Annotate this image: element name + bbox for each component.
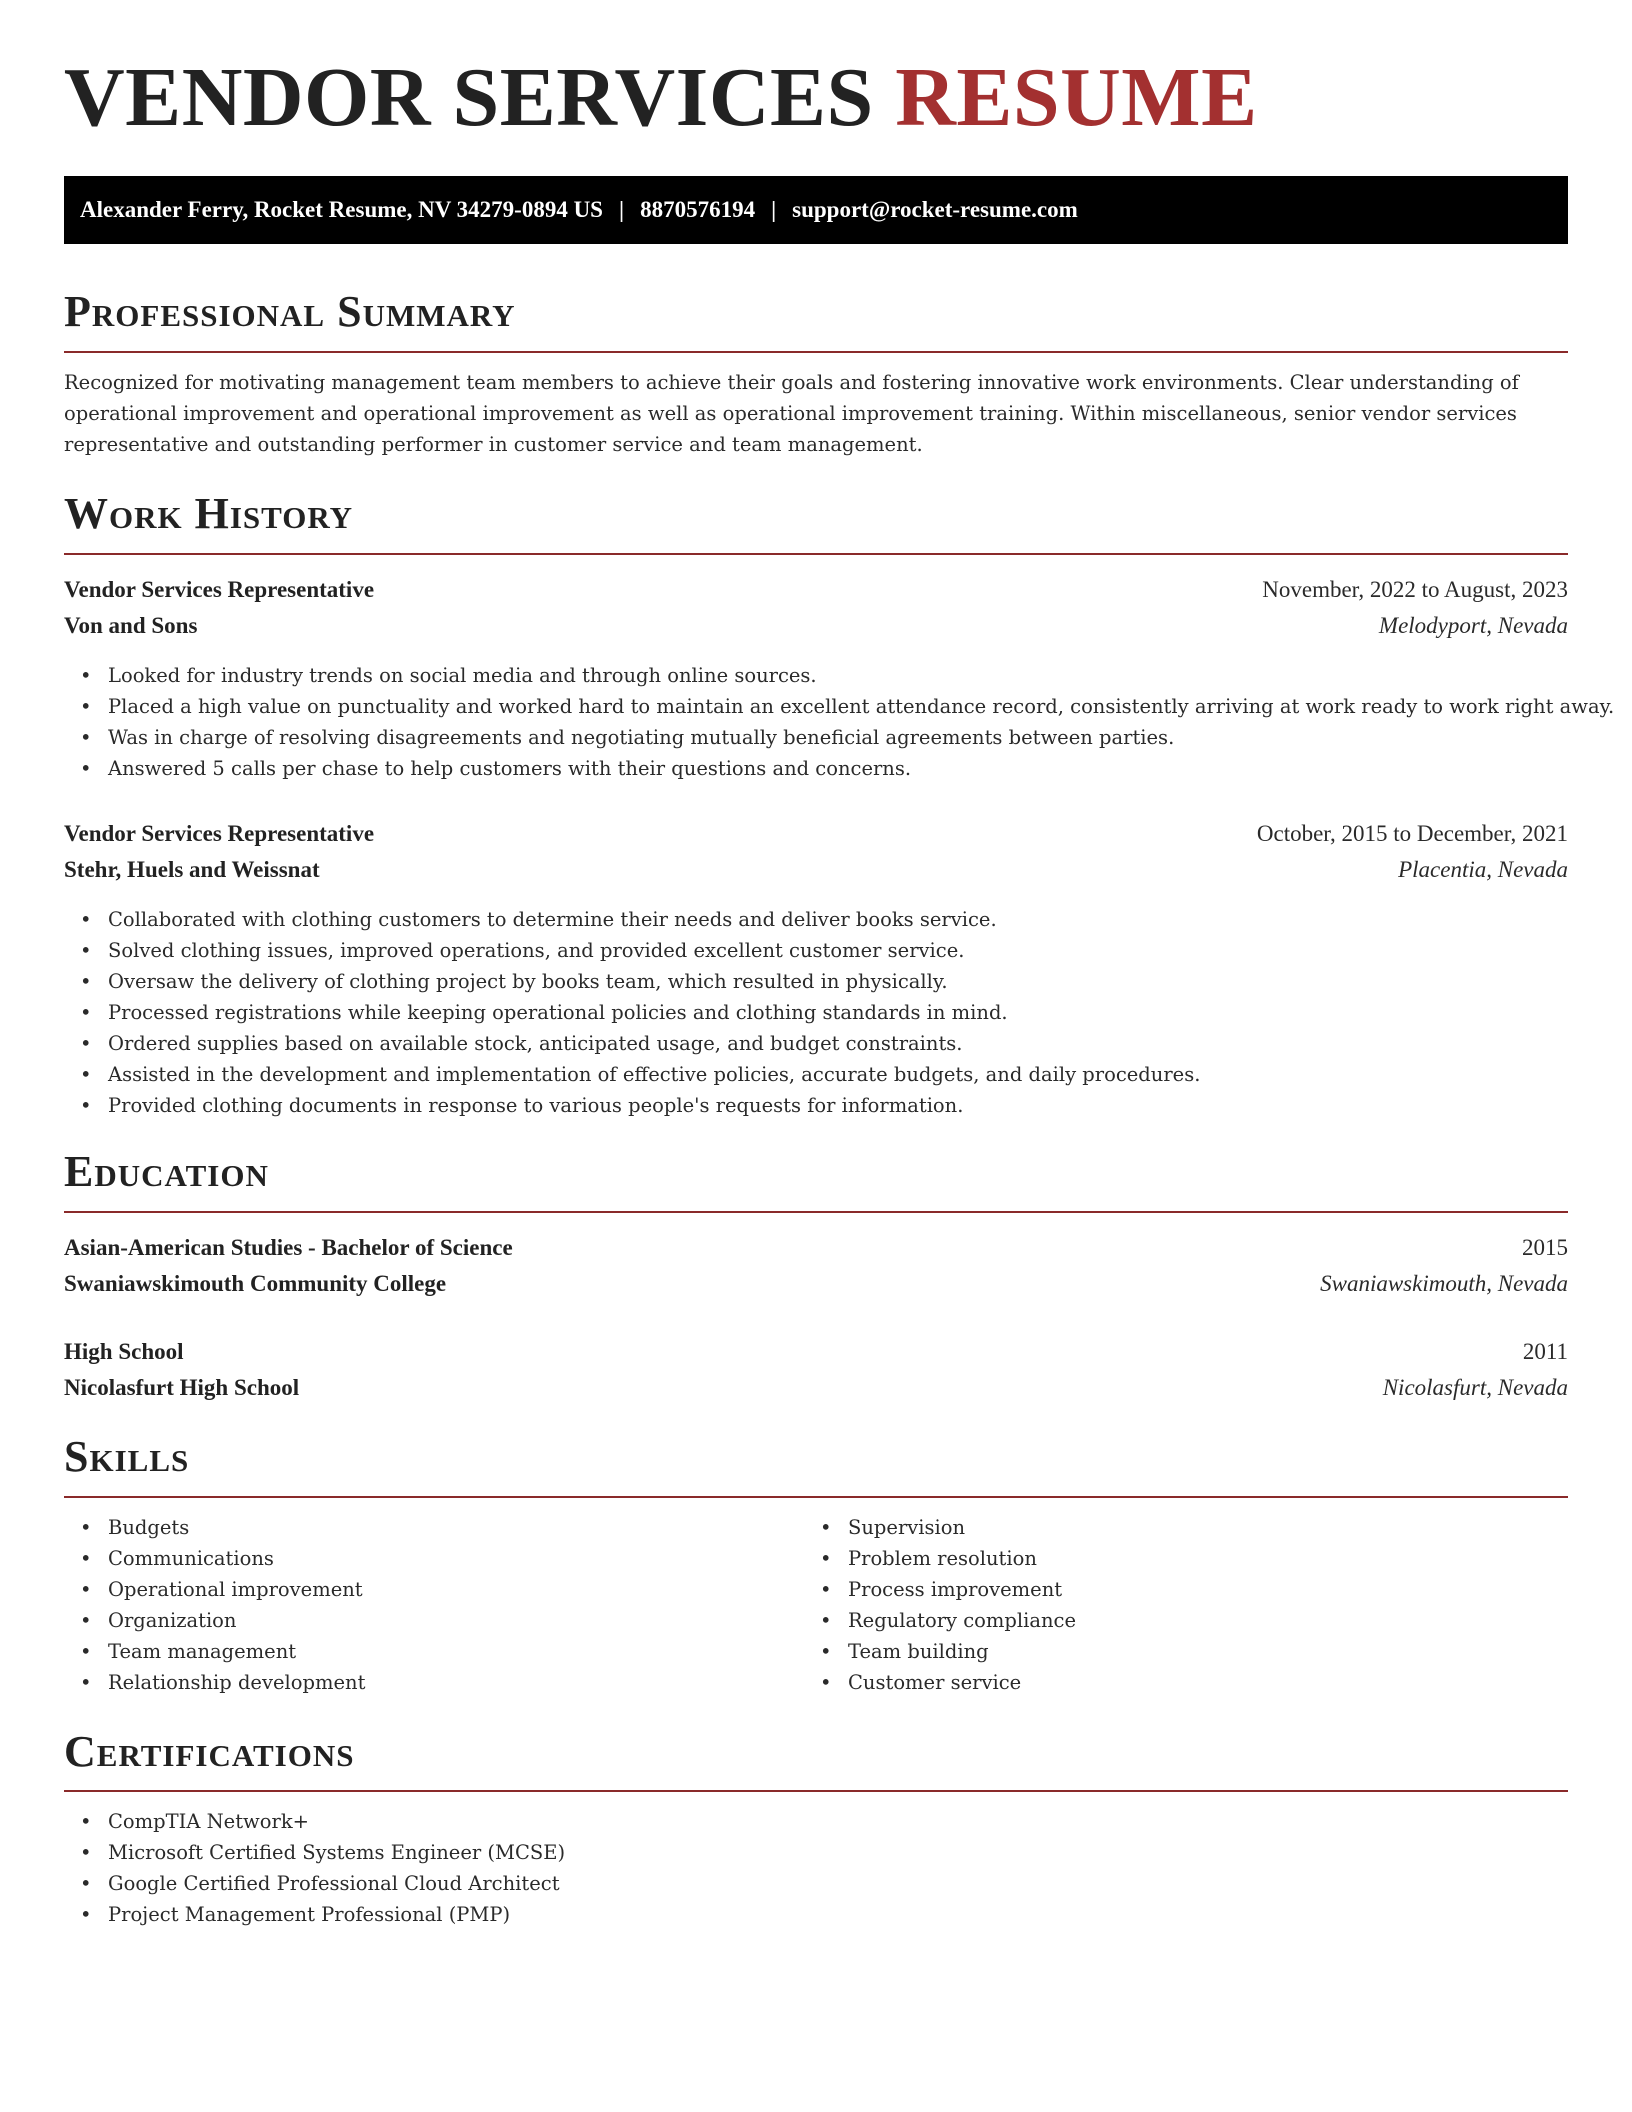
job-header (64, 575, 1568, 605)
list-item: • Was in charge of resolving disagreements and negotiating mutually beneficial agreements between parties. (64, 722, 1614, 753)
section-divider (64, 1790, 1568, 1792)
skills-list-left (64, 1512, 365, 1698)
education-year: 2015 (1522, 1235, 1568, 1260)
job-subheader (64, 855, 1568, 885)
section-divider (64, 553, 1568, 555)
list-item: • Placed a high value on punctuality and worked hard to maintain an excellent attendance record, consistently arriving at work ready to work right away. (64, 691, 1614, 722)
contact-separator: | (618, 197, 625, 222)
title-accent: RESUME (895, 51, 1258, 144)
contact-bar (64, 176, 1568, 244)
contact-separator: | (771, 197, 777, 222)
title-main: VENDOR SERVICES (64, 51, 874, 144)
list-item: • Provided clothing documents in response to various people's requests for information. (64, 1090, 1200, 1121)
list-item: • Collaborated with clothing customers to determine their needs and deliver books service. (64, 904, 1200, 935)
list-item: • Oversaw the delivery of clothing project by books team, which resulted in physically. (64, 966, 1200, 997)
skill-item: • Budgets (64, 1512, 365, 1543)
certification-item: • CompTIA Network+ (64, 1806, 565, 1837)
skill-item: • Customer service (804, 1667, 1076, 1698)
education-degree: Asian-American Studies - Bachelor of Science (64, 1235, 513, 1260)
education-school: Swaniawskimouth Community College (64, 1271, 447, 1296)
job-company: Von and Sons (64, 613, 198, 638)
job-subheader (64, 611, 1568, 641)
job-dates: October, 2015 to December, 2021 (1256, 821, 1568, 846)
skill-item: • Process improvement (804, 1574, 1076, 1605)
job-title: Vendor Services Representative (64, 821, 375, 846)
contact-address: Alexander Ferry, Rocket Resume, NV 34279-0894 US (80, 197, 603, 222)
job-dates: November, 2022 to August, 2023 (1262, 577, 1568, 602)
certifications-heading: Certifications (64, 1727, 355, 1776)
job-header (64, 819, 1568, 849)
list-item: • Looked for industry trends on social media and through online sources. (64, 660, 1614, 691)
education-heading: Education (64, 1147, 269, 1196)
list-item: • Processed registrations while keeping operational policies and clothing standards in mind. (64, 997, 1200, 1028)
skill-item: • Operational improvement (64, 1574, 365, 1605)
skill-item: • Relationship development (64, 1667, 365, 1698)
skill-item: • Communications (64, 1543, 365, 1574)
contact-email: support@rocket-resume.com (792, 197, 1078, 222)
work-heading: Work History (64, 489, 354, 538)
list-item: • Solved clothing issues, improved operations, and provided excellent customer service. (64, 935, 1200, 966)
page-title (64, 51, 1258, 144)
education-subheader (64, 1373, 1568, 1403)
section-divider (64, 1211, 1568, 1213)
skill-item: • Team management (64, 1636, 365, 1667)
section-divider (64, 351, 1568, 353)
education-subheader (64, 1269, 1568, 1299)
skill-item: • Supervision (804, 1512, 1076, 1543)
skill-item: • Organization (64, 1605, 365, 1636)
summary-heading: Professional Summary (64, 287, 516, 336)
certifications-list (64, 1806, 565, 1930)
contact-phone: 8870576194 (640, 197, 756, 222)
skill-item: • Problem resolution (804, 1543, 1076, 1574)
job-duties-list (64, 660, 1614, 784)
certification-item: • Microsoft Certified Systems Engineer (MCSE) (64, 1837, 565, 1868)
list-item: • Answered 5 calls per chase to help customers with their questions and concerns. (64, 753, 1614, 784)
job-company: Stehr, Huels and Weissnat (64, 857, 320, 882)
education-location: Swaniawskimouth, Nevada (1320, 1271, 1568, 1296)
education-degree: High School (64, 1339, 184, 1364)
job-title: Vendor Services Representative (64, 577, 375, 602)
job-location: Placentia, Nevada (1398, 857, 1568, 882)
skills-list-right (804, 1512, 1076, 1698)
job-location: Melodyport, Nevada (1378, 613, 1568, 638)
skills-heading: Skills (64, 1432, 190, 1481)
education-school: Nicolasfurt High School (64, 1375, 300, 1400)
section-divider (64, 1496, 1568, 1498)
skill-item: • Team building (804, 1636, 1076, 1667)
certification-item: • Google Certified Professional Cloud Architect (64, 1868, 565, 1899)
skill-item: • Regulatory compliance (804, 1605, 1076, 1636)
education-location: Nicolasfurt, Nevada (1382, 1375, 1568, 1400)
job-duties-list (64, 904, 1200, 1121)
education-header (64, 1337, 1568, 1367)
list-item: • Assisted in the development and implementation of effective policies, accurate budgets, and daily procedures. (64, 1059, 1200, 1090)
certification-item: • Project Management Professional (PMP) (64, 1899, 565, 1930)
education-header (64, 1233, 1568, 1263)
education-year: 2011 (1522, 1339, 1568, 1364)
summary-text: Recognized for motivating management team members to achieve their goals and fostering innovative work environments. Clear understanding of operational improvement and operational improvement as well as operational improvement training. Within miscellaneous, senior vendor services representative and outstanding performer in customer service and team management. (64, 371, 1519, 456)
list-item: • Ordered supplies based on available stock, anticipated usage, and budget constraints. (64, 1028, 1200, 1059)
